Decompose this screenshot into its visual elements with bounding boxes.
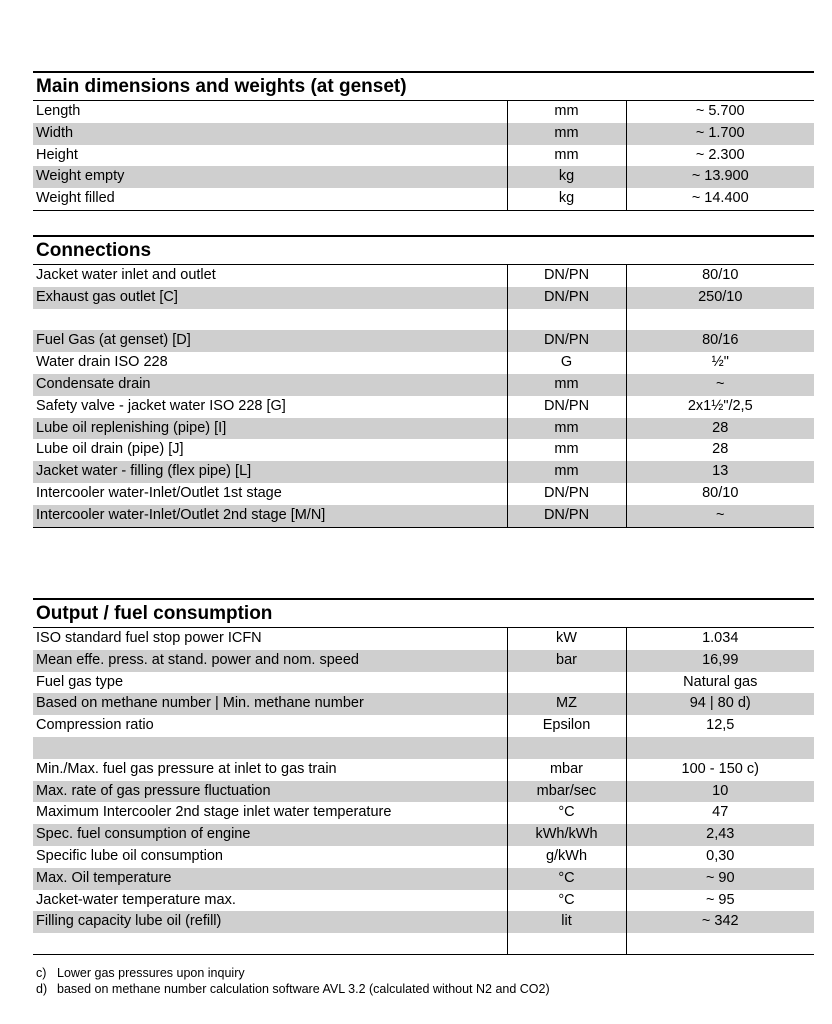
table-row [33,781,814,803]
table-row [33,101,814,123]
row-unit: kg [507,166,626,188]
row-unit: DN/PN [507,505,626,527]
row-label: Intercooler water-Inlet/Outlet 1st stage [36,484,282,501]
row-label: Safety valve - jacket water ISO 228 [G] [36,397,286,414]
row-label: Based on methane number | Min. methane number [33,693,507,715]
row-unit: DN/PN [507,265,626,287]
row-value: ~ [626,374,814,396]
dimensions-table [33,101,814,211]
row-value: 13 [626,461,814,483]
row-unit: mm [507,461,626,483]
row-value: 2,43 [626,824,814,846]
table-row [33,166,814,188]
row-value: 80/10 [702,267,739,283]
row-unit: °C [507,868,626,890]
output-table [33,628,814,955]
section-title: Output / fuel consumption [33,598,814,628]
row-label: Spec. fuel consumption of engine [33,824,507,846]
row-value: ~ 14.400 [691,190,749,207]
row-label: Fuel Gas (at genset) [D] [33,330,507,352]
table-row [33,505,814,527]
row-unit [507,309,626,331]
row-label [33,309,507,331]
row-label: Weight filled [36,190,115,207]
row-label: Max. Oil temperature [33,868,507,890]
table-row [33,933,814,955]
row-unit [507,933,626,955]
section-dimensions [33,71,814,211]
row-label: Water drain ISO 228 [36,354,168,371]
row-unit: °C [507,890,626,912]
footnote-key: d) [36,982,48,996]
row-label: Maximum Intercooler 2nd stage inlet water temperature [36,804,392,821]
row-unit: °C [507,802,626,824]
row-value [626,309,814,331]
table-row [33,483,814,505]
table-row [33,650,814,672]
table-row [33,396,814,418]
row-value: ~ 90 [626,868,814,890]
row-value [626,737,814,759]
table-row [33,715,814,737]
row-unit: mm [507,374,626,396]
table-row [33,868,814,890]
row-label: Filling capacity lube oil (refill) [33,911,507,933]
row-unit: mm [507,418,626,440]
row-value: 16,99 [626,650,814,672]
row-value: 80/10 [702,484,739,501]
row-value: ~ 342 [626,911,814,933]
row-label: Width [33,123,507,145]
table-row [33,145,814,167]
row-label: Length [36,103,81,119]
footnote-text: Lower gas pressures upon inquiry [57,966,245,980]
row-value: ~ 2.300 [695,146,745,163]
row-unit: Epsilon [507,715,626,737]
row-value: 1.034 [702,630,739,646]
row-label: Height [36,146,78,163]
row-label: Condensate drain [33,374,507,396]
footnotes [36,965,550,997]
table-row [33,890,814,912]
row-unit: mbar/sec [507,781,626,803]
row-unit: mm [507,439,626,461]
row-label: Jacket water - filling (flex pipe) [L] [33,461,507,483]
row-unit: DN/PN [507,330,626,352]
table-row [33,265,814,287]
row-value: 47 [712,804,729,821]
table-row [33,123,814,145]
table-row [33,802,814,824]
row-label: Specific lube oil consumption [36,847,223,864]
row-label: Weight empty [33,166,507,188]
row-value: 2x1½"/2,5 [687,397,753,414]
row-label: Mean effe. press. at stand. power and nom. speed [33,650,507,672]
table-row [33,824,814,846]
row-unit [507,672,626,694]
row-unit: kW [507,628,626,650]
table-row [33,846,814,868]
table-row [33,309,814,331]
row-unit: kWh/kWh [507,824,626,846]
row-value: 0,30 [706,847,735,864]
row-unit: mm [507,123,626,145]
row-value: ~ 1.700 [626,123,814,145]
footnote-text: based on methane number calculation software AVL 3.2 (calculated without N2 and CO2) [57,982,550,996]
row-value: 80/16 [626,330,814,352]
row-label: Jacket-water temperature max. [36,891,236,908]
table-row [33,188,814,210]
row-label: Lube oil replenishing (pipe) [I] [33,418,507,440]
row-value: 10 [626,781,814,803]
table-row [33,759,814,781]
table-row [33,418,814,440]
table-row [33,461,814,483]
row-unit: mm [507,101,626,123]
footnote [36,965,550,981]
row-value: Natural gas [683,673,758,690]
row-unit: mm [507,145,626,167]
row-unit: mbar [507,759,626,781]
row-label: ISO standard fuel stop power ICFN [36,630,262,646]
connections-table [33,265,814,528]
row-unit: kg [507,188,626,210]
row-label: Lube oil drain (pipe) [J] [36,441,184,458]
row-label: Jacket water inlet and outlet [36,267,216,283]
row-unit: G [507,352,626,374]
table-row [33,911,814,933]
row-value [626,933,814,955]
footnote-key: c) [36,966,47,980]
section-output [33,598,814,955]
table-row [33,439,814,461]
section-title: Main dimensions and weights (at genset) [33,71,814,101]
table-row [33,374,814,396]
row-unit: DN/PN [507,483,626,505]
row-value: ~ 5.700 [695,103,745,119]
row-label: Max. rate of gas pressure fluctuation [33,781,507,803]
row-label: Compression ratio [36,717,154,734]
row-label: Fuel gas type [36,673,124,690]
table-row [33,693,814,715]
row-value: 28 [712,441,729,458]
table-row [33,287,814,309]
table-row [33,672,814,694]
row-label [33,933,507,955]
section-connections [33,235,814,528]
row-value: ~ 13.900 [626,166,814,188]
row-value: 12,5 [706,717,735,734]
table-row [33,352,814,374]
row-value: ~ [626,505,814,527]
row-label: Min./Max. fuel gas pressure at inlet to gas train [36,760,337,777]
row-label: Exhaust gas outlet [C] [33,287,507,309]
row-unit [507,737,626,759]
table-row [33,737,814,759]
row-unit: lit [507,911,626,933]
row-unit: bar [507,650,626,672]
row-value: 28 [626,418,814,440]
row-label [33,737,507,759]
row-unit: DN/PN [507,287,626,309]
row-value: ½" [711,354,729,371]
row-unit: g/kWh [507,846,626,868]
section-title: Connections [33,235,814,265]
row-value: ~ 95 [705,891,735,908]
row-value: 100 - 150 c) [681,760,759,777]
row-value: 250/10 [626,287,814,309]
row-value: 94 | 80 d) [626,693,814,715]
row-unit: MZ [507,693,626,715]
row-unit: DN/PN [507,396,626,418]
footnote [36,981,550,997]
table-row [33,628,814,650]
row-label: Intercooler water-Inlet/Outlet 2nd stage [M/N] [33,505,507,527]
table-row [33,330,814,352]
